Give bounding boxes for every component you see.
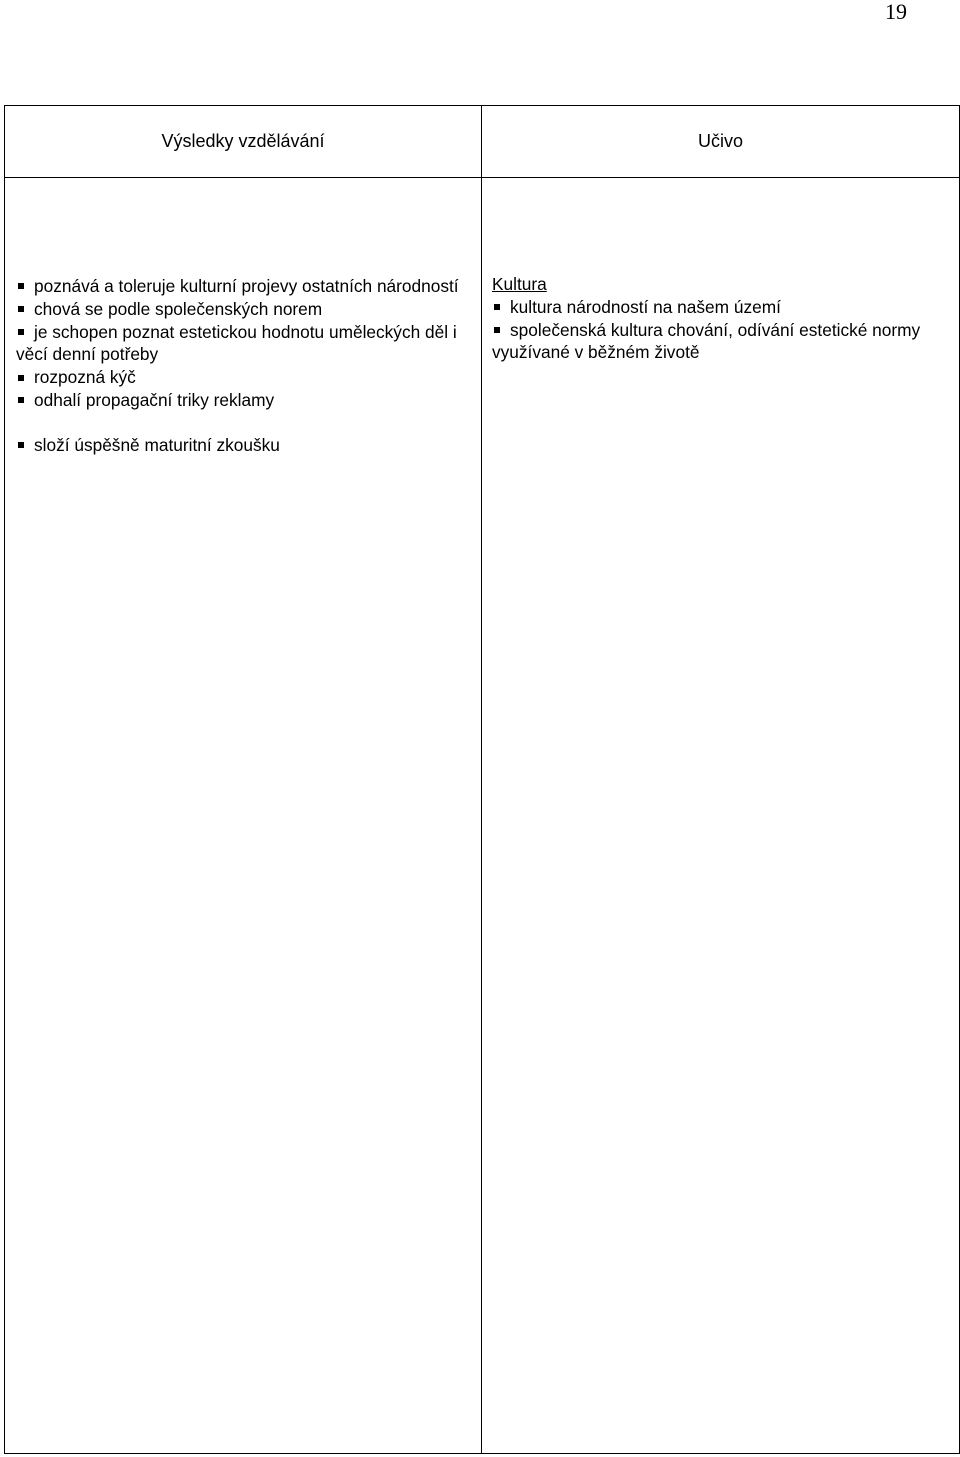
learning-outcomes-cell [5,178,482,1454]
list-item [492,296,959,319]
list-item [16,389,481,412]
square-bullet-icon [18,329,24,335]
list-item [16,434,481,457]
square-bullet-icon [18,306,24,312]
page-number: 19 [885,0,907,24]
curriculum-table [4,105,960,1454]
list-item-text: je schopen poznat estetickou hodnotu uměleckých děl i věcí denní potřeby [16,321,457,365]
square-bullet-icon [494,304,500,310]
header-curriculum: Učivo [482,106,960,178]
list-item-text: společenská kultura chování, odívání estetické normy využívané v běžném životě [492,319,921,363]
square-bullet-icon [18,283,24,289]
list-item-text: poznává a toleruje kulturní projevy ostatních národností [34,276,459,296]
list-item [492,319,959,365]
square-bullet-icon [494,327,500,333]
curriculum-list [492,296,959,364]
final-outcome-list [16,434,481,457]
section-heading-kultura: Kultura [492,274,547,294]
curriculum-cell [482,178,960,1454]
list-item [16,298,481,321]
header-learning-outcomes: Výsledky vzdělávání [5,106,482,178]
list-item-text: složí úspěšně maturitní zkoušku [34,434,280,455]
table-header-row [5,106,960,178]
list-item-text: kultura národností na našem území [510,296,781,317]
list-item-text: chová se podle společenských norem [34,298,323,319]
square-bullet-icon [18,442,24,448]
learning-outcomes-list [16,275,481,412]
list-item [16,275,481,298]
list-item [16,366,481,389]
table-body-row [5,178,960,1454]
square-bullet-icon [18,375,24,381]
list-item [16,321,481,367]
list-item-text: odhalí propagační triky reklamy [34,389,275,410]
list-item-text: rozpozná kýč [34,367,136,388]
square-bullet-icon [18,397,24,403]
